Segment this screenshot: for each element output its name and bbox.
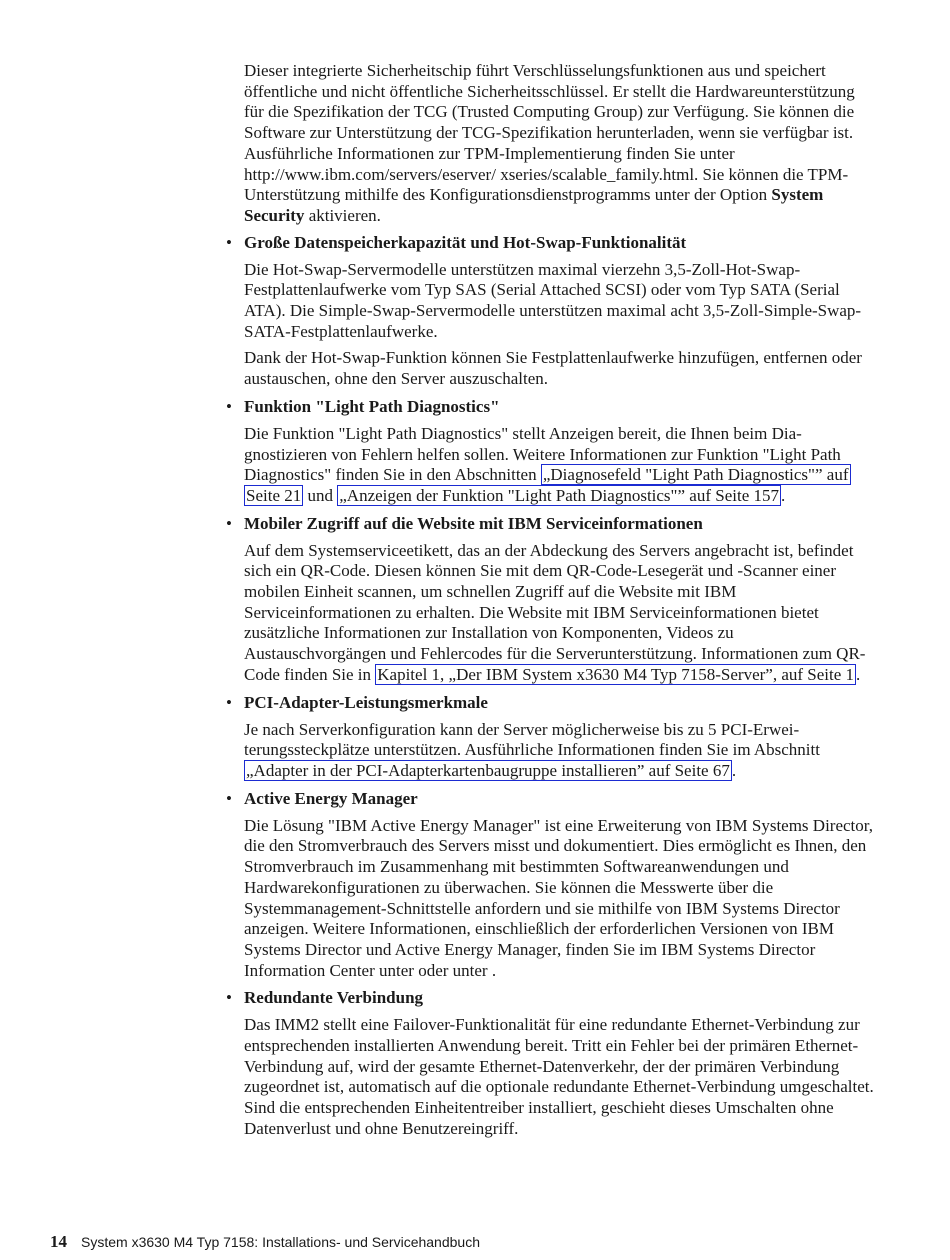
item-text	[244, 720, 876, 782]
item-title: Mobiler Zugriff auf die Website mit IBM Serviceinformationen	[244, 513, 703, 533]
bullet-icon: •	[226, 396, 232, 416]
bullet-icon: •	[226, 788, 232, 808]
list-item-storage	[226, 232, 876, 390]
bullet-icon: •	[226, 513, 232, 533]
bullet-icon: •	[226, 232, 232, 252]
item-text: Die Lösung "IBM Active Energy Manager" ist eine Erweiterung von IBM Systems Director, die den Stromverbrauch des Servers misst und dokumentiert. Dies ermöglicht es Ihnen, den Stromverbrauch im Zusammenhang mit bestimmten Softwareanwendungen und Hardwarekonfigurationen zu überwachen. Sie können die Messwerte über die Systemmanagement-Schnittstelle anfordern und sie mithilfe von IBM Systems Director anzeigen. Weitere Informationen, einschließlich der erforderlichen Versionen von IBM Systems Director und Active Energy Manager, finden Sie im IBM Systems Director Information Center unter oder unter .	[244, 815, 874, 980]
link-anzeigen[interactable]: „Anzeigen der Funktion "Light Path Diagnostics"” auf Seite 157	[339, 485, 779, 505]
bullet-icon: •	[226, 988, 232, 1008]
link-diagnosefeld[interactable]: „Diagnosefeld "Light Path Diagnostics"” auf Seite 21	[246, 465, 849, 505]
link-pci-adapter[interactable]: „Adapter in der PCI-Adapterkartenbaugruppe installieren” auf Seite 67	[246, 760, 730, 780]
list-item-pci	[226, 692, 876, 782]
item-text: Dank der Hot-Swap-Funktion können Sie Festplattenlaufwerke hinzufügen, entfernen oder austauschen, ohne den Server auszuschalten.	[244, 348, 862, 389]
page-footer	[50, 1232, 480, 1252]
content-column	[226, 61, 876, 1146]
item-text-part: Die Funktion "Light Path Diagnostics" stellt Anzeigen bereit, die Ihnen beim Diagnostizieren von Fehlern helfen sollen. Weitere Informationen zur Funktion "Light Path Diagnostics" finden Sie in den Abschnitten	[244, 423, 841, 485]
item-title: Funktion "Light Path Diagnostics"	[244, 396, 500, 416]
item-text-part: .	[731, 760, 737, 780]
item-title: Redundante Verbindung	[244, 988, 424, 1008]
item-text: Die Hot-Swap-Servermodelle unterstützen maximal vierzehn 3,5-Zoll-Hot-Swap-Festplattenlaufwerke vom Typ SAS (Serial Attached SCSI) oder vom Typ SATA (Serial ATA). Die Simple-Swap-Servermodelle unterstützen maximal acht 3,5-Zoll-Simple-Swap-SATA-Festplattenlaufwerke.	[244, 259, 862, 341]
page-number: 14	[50, 1232, 67, 1251]
list-item-energy-manager	[226, 788, 876, 982]
item-title: PCI-Adapter-Leistungsmerkmale	[244, 692, 488, 712]
item-title: Große Datenspeicherkapazität und Hot-Swap-Funktionalität	[244, 232, 687, 252]
tpm-text-end: aktivieren.	[304, 205, 381, 225]
link-kapitel-1[interactable]: Kapitel 1, „Der IBM System x3630 M4 Typ 7158-Server”, auf Seite 1	[377, 664, 855, 684]
item-text	[244, 541, 876, 686]
system-security-option: System Security	[244, 185, 824, 225]
item-text-part: .	[856, 664, 861, 684]
list-item-redundant	[226, 987, 876, 1139]
item-text: Das IMM2 stellt eine Failover-Funktionalität für eine redundante Ethernet-Verbindung zur entsprechenden installierten Anwendung bereit. Tritt ein Fehler bei der primären Ethernet-Verbindung auf, wird der gesamte Ethernet-Datenverkehr, der der primären Verbindung zugeordnet ist, automatisch auf die optionale redundante Ethernet-Verbindung umgeschaltet. Sind die entsprechenden Einheitentreiber installiert, geschieht dieses Umschalten ohne Datenverlust und ohne Benutzereingriff.	[244, 1015, 874, 1138]
item-text-part: .	[780, 485, 786, 505]
tpm-text: Dieser integrierte Sicherheitschip führt Verschlüsselungsfunktionen aus und speichert öffentliche und nicht öffentliche Sicherheitsschlüssel. Er stellt die Hardwareunterstützung für die Spezifikation der TCG (Trusted Computing Group) zur Verfügung. Sie können die Software zur Unterstützung der TCG-Spezifikation herunterladen, wenn sie verfügbar ist. Ausführliche Informationen zur TPM-Implementierung finden Sie unter http://www.ibm.com/servers/eserver/ xseries/scalable_family.html. Sie können die TPM-Unterstützung mithilfe des Konfigurationsdienstprogramms unter der Option	[244, 61, 855, 205]
item-text-part: Auf dem Systemserviceetikett, das an der Abdeckung des Servers angebracht ist, befindet sich ein QR-Code. Diesen können Sie mit dem QR-Code-Lesegerät und -Scanner einer mobilen Einheit scannen, um schnellen Zugriff auf die Website mit IBM Serviceinformationen zu erhalten. Die Website mit IBM Serviceinformationen bietet zusätzliche Informationen zur Installation von Komponenten, Videos zu Austauschvorgängen und Fehlercodes für die Serverunterstützung. Informationen zum QR-Code finden Sie in	[244, 540, 866, 684]
item-text	[244, 424, 876, 507]
item-text-part: Je nach Serverkonfiguration kann der Server möglicherweise bis zu 5 PCI-Erweiterungssteckplätze unterstützen. Ausführliche Informationen finden Sie im Abschnitt	[244, 719, 820, 760]
item-title: Active Energy Manager	[244, 788, 418, 808]
tpm-paragraph	[244, 61, 876, 227]
item-text-part: und	[303, 485, 338, 505]
list-item-mobile-access	[226, 513, 876, 686]
footer-title: System x3630 M4 Typ 7158: Installations- und Servicehandbuch	[81, 1234, 480, 1250]
bullet-icon: •	[226, 692, 232, 712]
list-item-light-path	[226, 396, 876, 507]
